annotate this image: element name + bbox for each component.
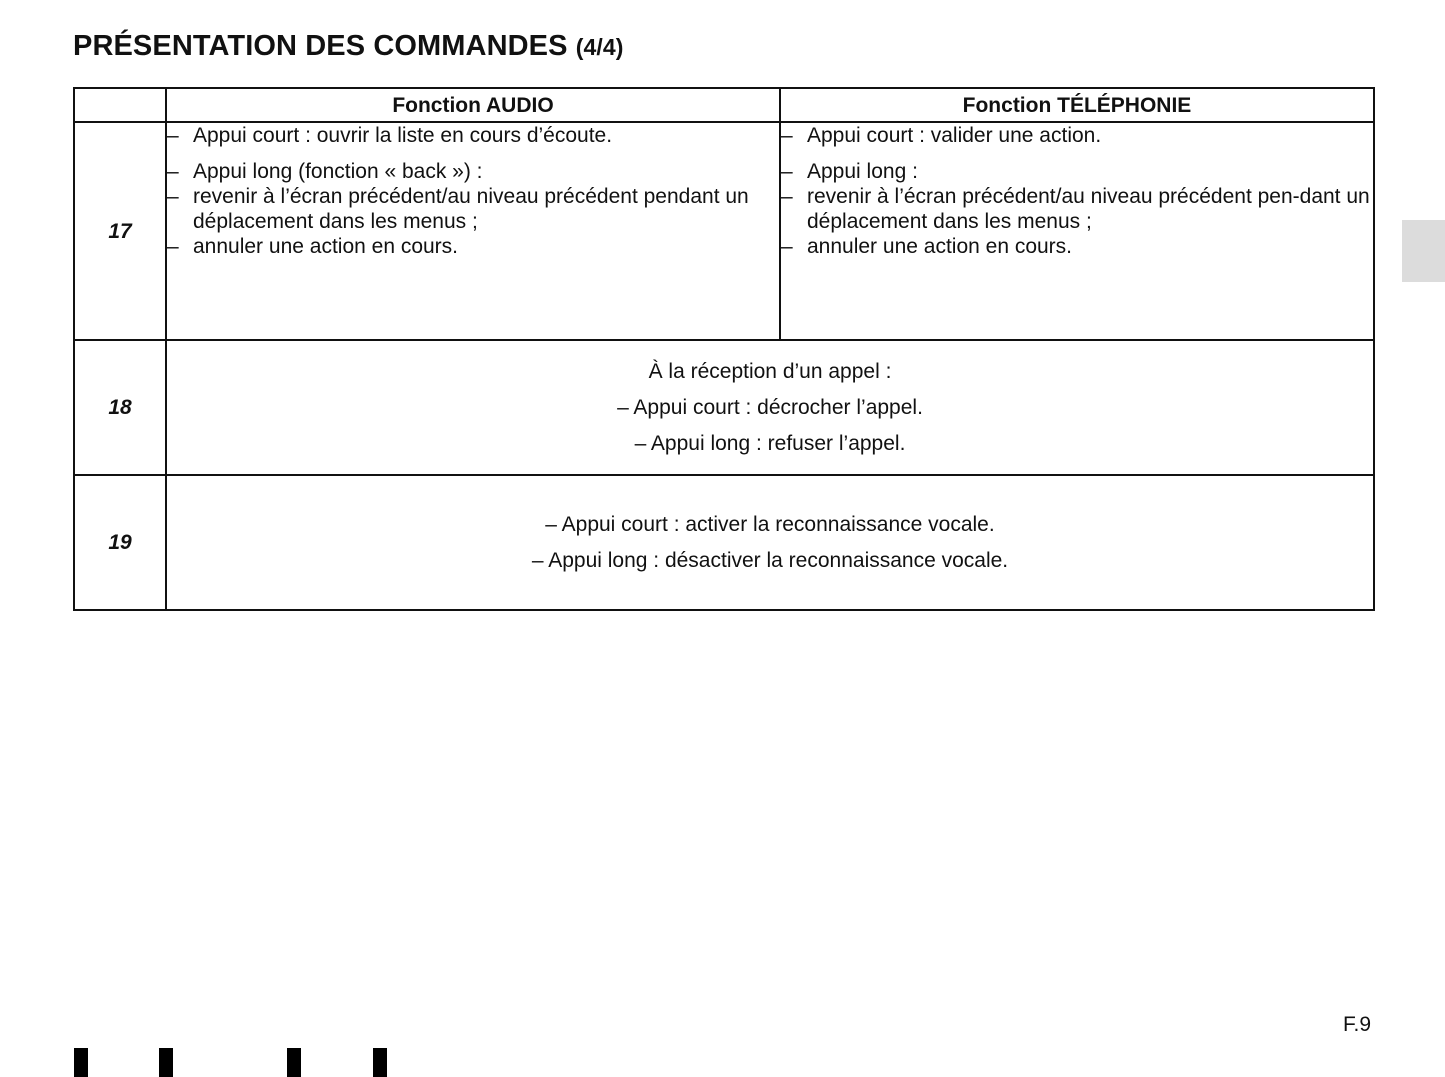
section-side-tab [1402,220,1445,282]
row-line: – Appui court : activer la reconnaissance vocale. [545,512,995,536]
table-header-row [74,88,1374,122]
row-number: 17 [74,122,166,340]
table-row-17 [74,122,1374,340]
page-title-suffix: (4/4) [575,34,624,60]
audio-list [167,123,779,259]
row-line: – Appui long : désactiver la reconnaissance vocale. [531,548,1009,572]
call-reception-cell [166,340,1374,475]
list-item: – annuler une action en cours. [167,234,779,259]
header-number [74,88,166,122]
page-title-main: PRÉSENTATION DES COMMANDES [73,30,568,62]
list-item: – revenir à l’écran précédent/au niveau précédent pendant un déplacement dans les menus ; [167,184,779,234]
header-audio: Fonction AUDIO [166,88,780,122]
table-row-19 [74,475,1374,610]
list-item: – Appui court : valider une action. [781,123,1373,148]
page-number: F.9 [1343,1013,1372,1036]
list-item: – annuler une action en cours. [781,234,1373,259]
crop-mark [74,1048,88,1077]
crop-mark [159,1048,173,1077]
voice-recognition-cell [166,475,1374,610]
crop-mark [373,1048,387,1077]
crop-mark [287,1048,301,1077]
audio-cell [166,122,780,340]
row-line: À la réception d’un appel : [648,359,892,383]
row-line: – Appui long : refuser l’appel. [634,431,906,455]
controls-table [73,87,1375,611]
list-item: – revenir à l’écran précédent/au niveau précédent pen-dant un déplacement dans les menus ; [781,184,1373,234]
page-title [73,30,624,63]
row-number: 18 [74,340,166,475]
list-item: – Appui long (fonction « back ») : [167,159,779,184]
row-line: – Appui court : décrocher l’appel. [617,395,923,419]
header-telephone: Fonction TÉLÉPHONIE [780,88,1374,122]
telephone-cell [780,122,1374,340]
telephone-list [781,123,1373,259]
list-item: – Appui long : [781,159,1373,184]
table-row-18 [74,340,1374,475]
list-item: – Appui court : ouvrir la liste en cours d’écoute. [167,123,779,148]
row-number: 19 [74,475,166,610]
